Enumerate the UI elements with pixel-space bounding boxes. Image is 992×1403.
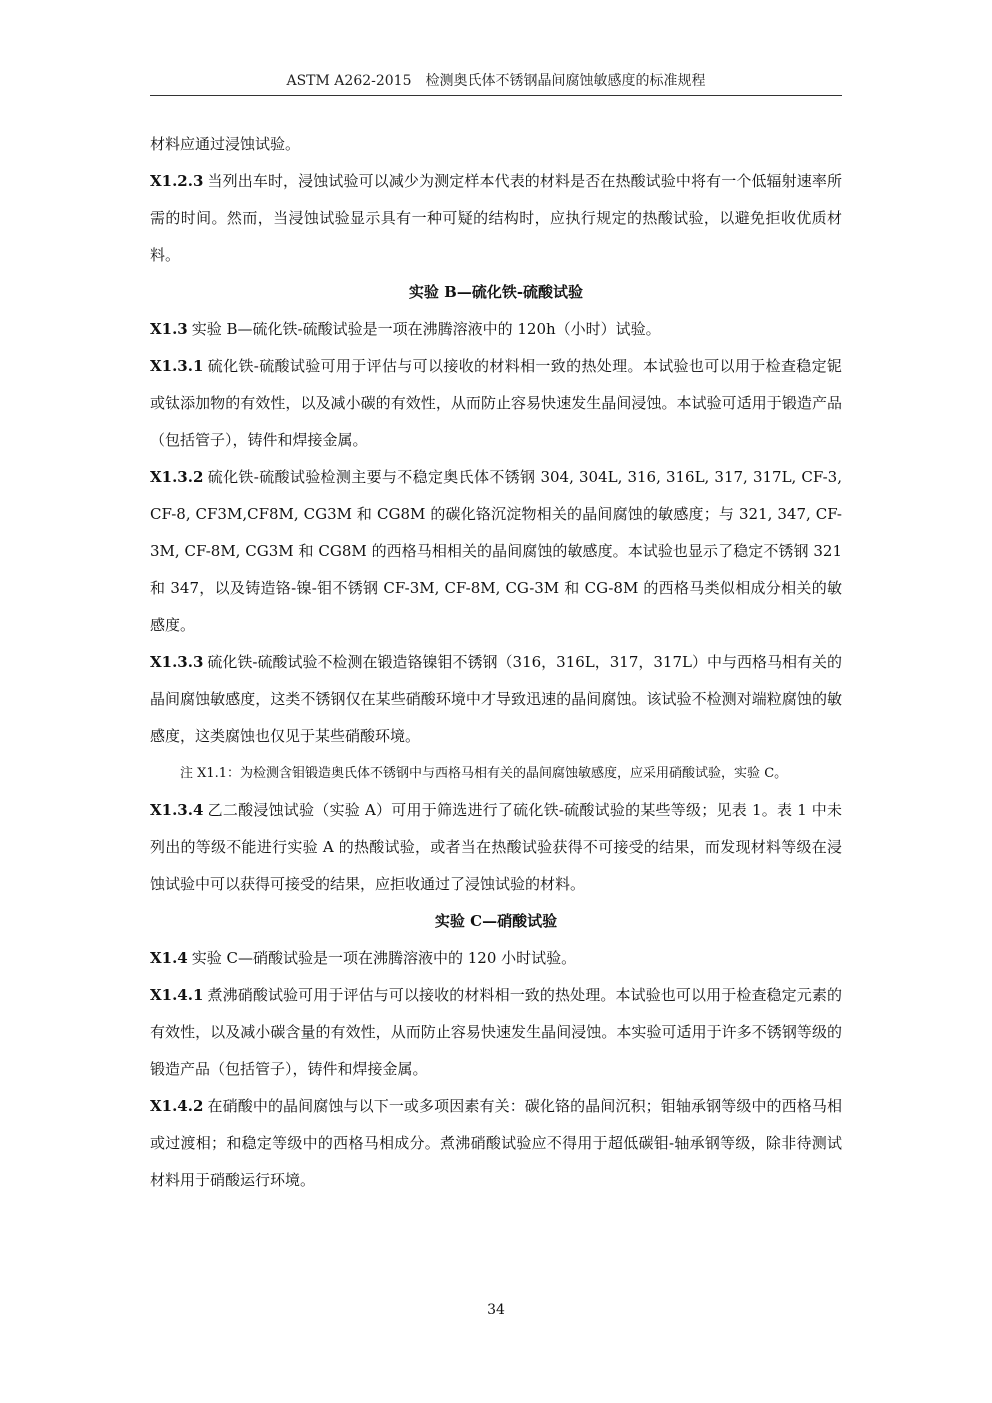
paragraph-text: 实验 B—硫化铁-硫酸试验是一项在沸腾溶液中的 120h（小时）试验。	[191, 320, 661, 338]
paragraph	[150, 1088, 842, 1199]
paragraph	[150, 644, 842, 755]
paragraph	[150, 126, 842, 163]
section-heading: 实验 B—硫化铁-硫酸试验	[408, 283, 584, 301]
paragraph-text: 硫化铁-硫酸试验不检测在锻造铬镍钼不锈钢（316，316L，317，317L）中与西格马相有关的晶间腐蚀敏感度，这类不锈钢仅在某些硝酸环境中才导致迅速的晶间腐蚀。该试验不检测对端粒腐蚀的敏感度，这类腐蚀也仅见于某些硝酸环境。	[150, 653, 842, 745]
paragraph-text: 煮沸硝酸试验可用于评估与可以接收的材料相一致的热处理。本试验也可以用于检查稳定元素的有效性，以及减小碳含量的有效性，从而防止容易快速发生晶间浸蚀。本实验可适用于许多不锈钢等级的锻造产品（包括管子），铸件和焊接金属。	[150, 986, 842, 1078]
section-number: X1.2.3	[150, 172, 204, 190]
paragraph-text: 材料应通过浸蚀试验。	[150, 135, 301, 153]
paragraph-text: 实验 C—硝酸试验是一项在沸腾溶液中的 120 小时试验。	[191, 949, 577, 967]
paragraph	[150, 348, 842, 459]
document-body	[150, 126, 842, 1199]
paragraph-text: 硫化铁-硫酸试验可用于评估与可以接收的材料相一致的热处理。本试验也可以用于检查稳定铌或钛添加物的有效性，以及减小碳的有效性，从而防止容易快速发生晶间浸蚀。本试验可适用于锻造产品（包括管子），铸件和焊接金属。	[150, 357, 842, 449]
section-number: X1.4.2	[150, 1097, 204, 1115]
section-number: X1.3.3	[150, 653, 204, 671]
paragraph	[150, 459, 842, 644]
section-number: X1.3.1	[150, 357, 204, 375]
paragraph-text: 乙二酸浸蚀试验（实验 A）可用于筛选进行了硫化铁-硫酸试验的某些等级；见表 1。表 1 中未列出的等级不能进行实验 A 的热酸试验，或者当在热酸试验获得不可接受的结果，而发现材料等级在浸蚀试验中可以获得可接受的结果，应拒收通过了浸蚀试验的材料。	[150, 801, 842, 893]
paragraph	[150, 940, 842, 977]
paragraph	[150, 977, 842, 1088]
section-number: X1.3.2	[150, 468, 204, 486]
section-heading: 实验 C—硝酸试验	[434, 912, 558, 930]
paragraph-text: 在硝酸中的晶间腐蚀与以下一或多项因素有关：碳化铬的晶间沉积；钼轴承钢等级中的西格马相或过渡相；和稳定等级中的西格马相成分。煮沸硝酸试验应不得用于超低碳钼-轴承钢等级，除非待测试材料用于硝酸运行环境。	[150, 1097, 842, 1189]
paragraph	[150, 792, 842, 903]
note: 注 X1.1：为检测含钼锻造奥氏体不锈钢中与西格马相有关的晶间腐蚀敏感度，应采用硝酸试验，实验 C。	[180, 766, 788, 781]
paragraph-text: 硫化铁-硫酸试验检测主要与不稳定奥氏体不锈钢 304, 304L, 316, 316L, 317, 317L, CF-3, CF-8, CF3M,CF8M, CG3M 和 CG8M 的碳化铬沉淀物相关的晶间腐蚀的敏感度；与 321, 347, CF-3M, CF-8M, CG3M 和 CG8M 的西格马相相关的晶间腐蚀的敏感度。本试验也显示了稳定不锈钢 321 和 347，以及铸造铬-镍-钼不锈钢 CF-3M, CF-8M, CG-3M 和 CG-8M 的西格马类似相成分相关的敏感度。	[150, 468, 842, 634]
page-header: ASTM A262-2015 检测奥氏体不锈钢晶间腐蚀敏感度的标准规程	[150, 70, 842, 96]
paragraph	[150, 311, 842, 348]
section-number: X1.4	[150, 949, 188, 967]
paragraph-text: 当列出车时，浸蚀试验可以减少为测定样本代表的材料是否在热酸试验中将有一个低辐射速率所需的时间。然而，当浸蚀试验显示具有一种可疑的结构时，应执行规定的热酸试验，以避免拒收优质材料。	[150, 172, 842, 264]
section-number: X1.3.4	[150, 801, 204, 819]
section-number: X1.3	[150, 320, 188, 338]
section-number: X1.4.1	[150, 986, 204, 1004]
paragraph	[150, 163, 842, 274]
page-number: 34	[487, 1302, 505, 1318]
